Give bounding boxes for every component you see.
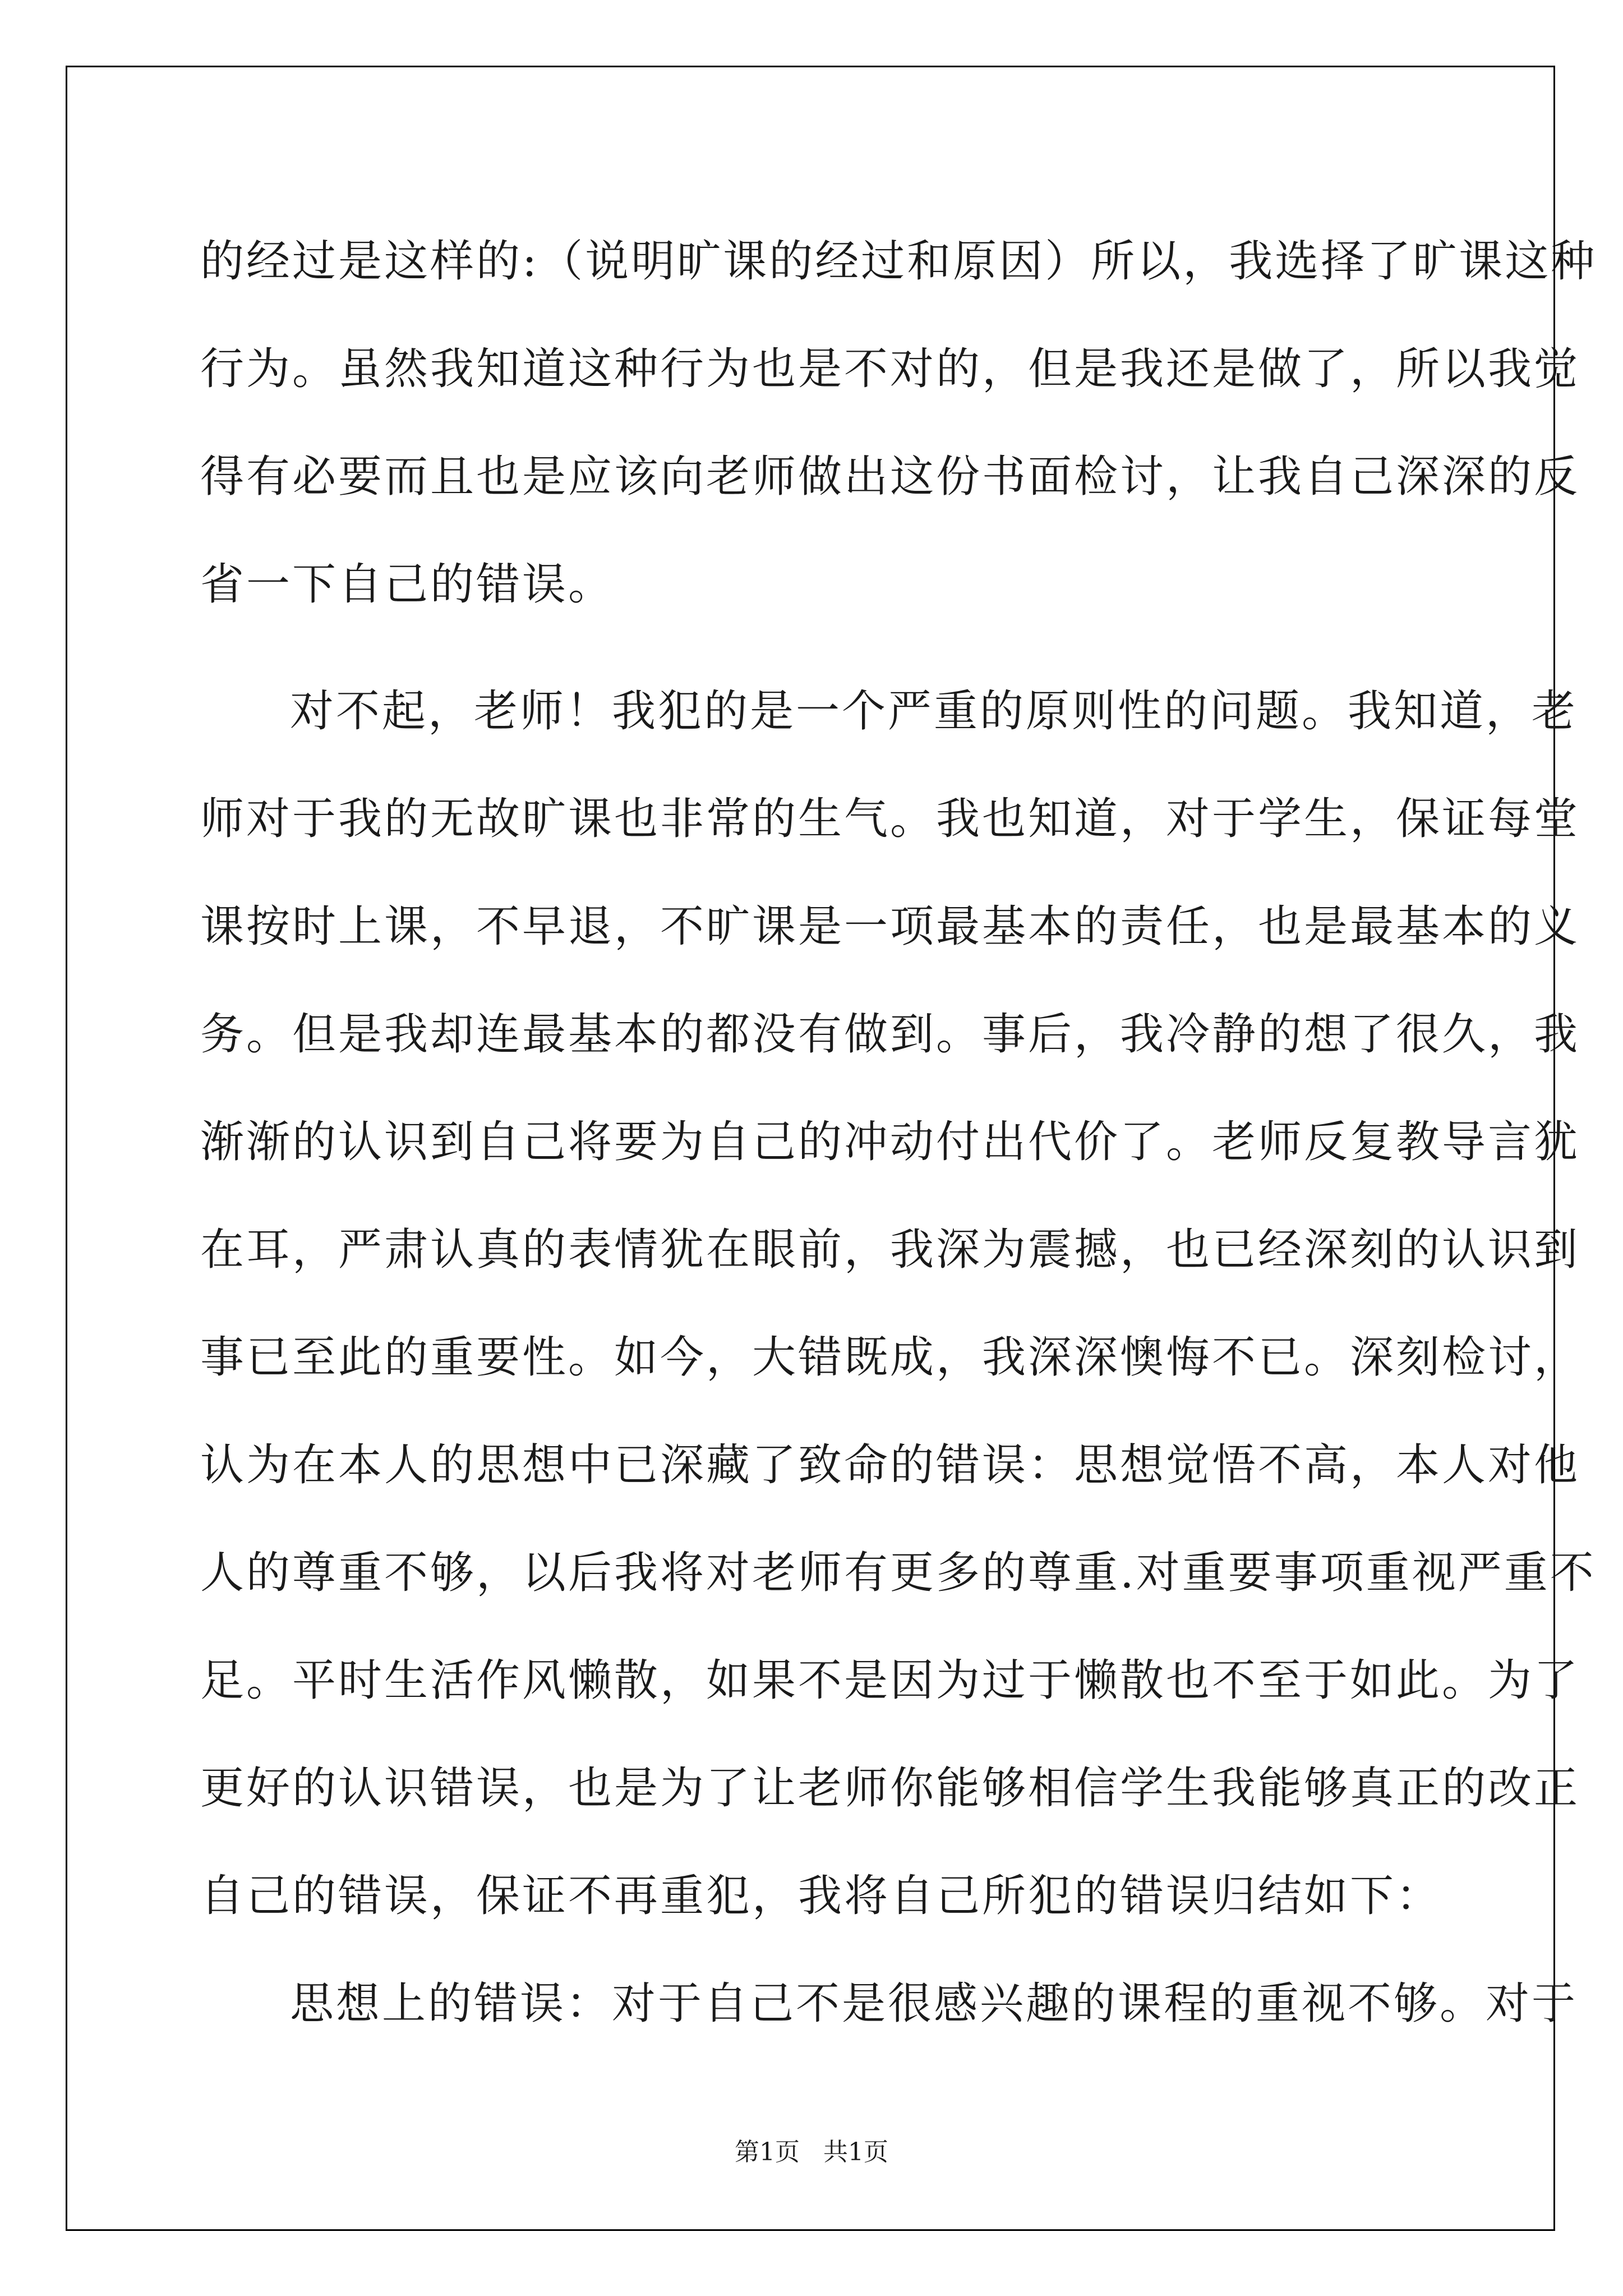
text-line: 足。平时生活作风懒散，如果不是因为过于懒散也不至于如此。为了 [200,1655,1580,1706]
text-line: 师对于我的无故旷课也非常的生气。我也知道，对于学生，保证每堂 [200,794,1580,844]
text-line: 自己的错误，保证不再重犯，我将自己所犯的错误归结如下： [200,1871,1442,1921]
text-line: 人的尊重不够，以后我将对老师有更多的尊重.对重要事项重视严重不 [200,1548,1596,1598]
text-line: 省一下自己的错误。 [200,559,615,610]
text-line: 在耳，严肃认真的表情犹在眼前，我深为震撼，也已经深刻的认识到 [200,1225,1580,1275]
text-line: 得有必要而且也是应该向老师做出这份书面检讨，让我自己深深的反 [200,452,1580,502]
text-line: 渐渐的认识到自己将要为自己的冲动付出代价了。老师反复教导言犹 [200,1117,1580,1167]
text-line: 对不起，老师！我犯的是一个严重的原则性的问题。我知道，老 [290,686,1578,737]
text-line: 行为。虽然我知道这种行为也是不对的，但是我还是做了，所以我觉 [200,344,1580,394]
text-line: 事已至此的重要性。如今，大错既成，我深深懊悔不已。深刻检讨， [200,1332,1580,1383]
text-line: 认为在本人的思想中已深藏了致命的错误：思想觉悟不高，本人对他 [200,1440,1580,1490]
page-number: 第1页 [735,2138,800,2166]
document-body [200,208,1597,2058]
text-line: 的经过是这样的:（说明旷课的经过和原因）所以，我选择了旷课这种 [200,236,1597,287]
text-line: 课按时上课，不早退，不旷课是一项最基本的责任，也是最基本的义 [200,901,1580,952]
text-line: 务。但是我却连最基本的都没有做到。事后，我冷静的想了很久，我 [200,1009,1580,1060]
page-footer [0,2132,1623,2168]
page-total: 共1页 [823,2138,888,2166]
text-line: 思想上的错误：对于自己不是很感兴趣的课程的重视不够。对于 [290,1978,1578,2029]
text-line: 更好的认识错误，也是为了让老师你能够相信学生我能够真正的改正 [200,1763,1580,1814]
